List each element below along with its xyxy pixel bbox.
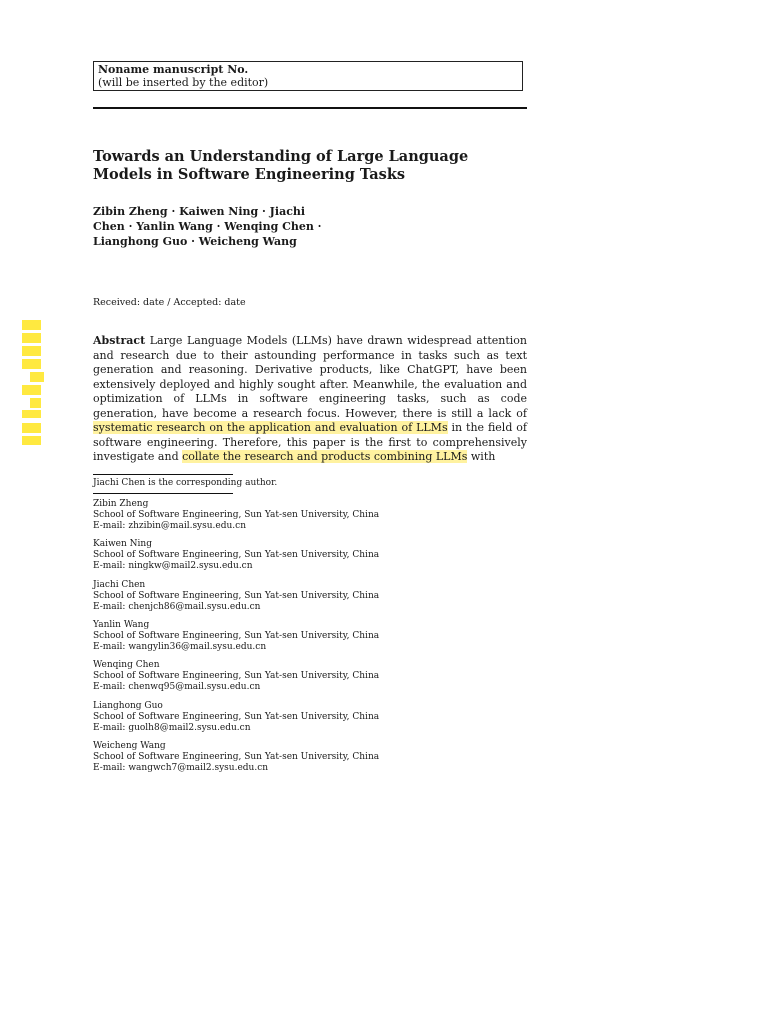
affiliation-name: Jiachi Chen [93, 580, 146, 590]
affiliation-name: Kaiwen Ning [93, 539, 152, 549]
affiliation-block [93, 741, 513, 774]
paper-title: Towards an Understanding of Large Language Models in Software Engineering Tasks [93, 148, 469, 183]
affiliation-email[interactable]: E-mail: zhzibin@mail.sysu.edu.cn [93, 521, 246, 531]
affiliation-email[interactable]: E-mail: chenjch86@mail.sysu.edu.cn [93, 602, 261, 612]
affiliation-school: School of Software Engineering, Sun Yat-sen University, China [93, 631, 380, 641]
affiliation-block [93, 660, 513, 693]
highlighted-text[interactable]: collate the research and products combining LLMs [182, 450, 468, 463]
author-line: Lianghong Guo · Weicheng Wang [93, 235, 297, 248]
affiliation-name: Yanlin Wang [93, 620, 150, 630]
abstract [93, 334, 527, 465]
affiliation-name: Weicheng Wang [93, 741, 166, 751]
affiliation-block [93, 499, 513, 532]
margin-mark[interactable] [30, 398, 41, 408]
affiliation-name: Wenqing Chen [93, 660, 160, 670]
affiliation-name: Zibin Zheng [93, 499, 149, 509]
editor-note: (will be inserted by the editor) [98, 76, 269, 89]
margin-mark[interactable] [22, 333, 41, 343]
abstract-text: with [467, 450, 496, 463]
affiliation-school: School of Software Engineering, Sun Yat-sen University, China [93, 752, 380, 762]
affiliation-email[interactable]: E-mail: chenwq95@mail.sysu.edu.cn [93, 682, 261, 692]
margin-mark[interactable] [30, 372, 44, 382]
margin-mark[interactable] [22, 423, 41, 433]
margin-mark[interactable] [22, 320, 41, 330]
affiliation-school: School of Software Engineering, Sun Yat-sen University, China [93, 510, 380, 520]
received-date: Received: date / Accepted: date [93, 297, 246, 308]
highlighted-text[interactable]: systematic research on the application and evaluation of LLMs [93, 421, 448, 434]
author-list [93, 204, 373, 249]
footnote-rule [93, 493, 233, 494]
margin-mark[interactable] [22, 346, 41, 356]
margin-mark[interactable] [22, 359, 41, 369]
author-line: Chen · Yanlin Wang · Wenqing Chen · [93, 220, 322, 233]
manuscript-label: Noname manuscript No. [98, 63, 249, 76]
affiliation-block [93, 580, 513, 613]
manuscript-number-box [93, 61, 523, 91]
affiliation-school: School of Software Engineering, Sun Yat-sen University, China [93, 712, 380, 722]
header-rule [93, 107, 527, 109]
author-line: Zibin Zheng · Kaiwen Ning · Jiachi [93, 205, 306, 218]
affiliation-block [93, 539, 513, 572]
affiliation-email[interactable]: E-mail: wangylin36@mail.sysu.edu.cn [93, 642, 267, 652]
margin-mark[interactable] [22, 385, 41, 395]
abstract-label: Abstract [93, 334, 146, 347]
affiliation-block [93, 620, 513, 653]
footnote-rule [93, 474, 233, 475]
affiliation-email[interactable]: E-mail: guolh8@mail2.sysu.edu.cn [93, 723, 251, 733]
margin-mark[interactable] [22, 410, 41, 418]
affiliation-school: School of Software Engineering, Sun Yat-sen University, China [93, 671, 380, 681]
corresponding-author-note: Jiachi Chen is the corresponding author. [93, 478, 278, 488]
abstract-text: in the field of software engineering. Therefore, this paper is the first to comprehensively investigate and [93, 421, 527, 463]
affiliation-block [93, 701, 513, 734]
affiliation-name: Lianghong Guo [93, 701, 163, 711]
abstract-text: Large Language Models (LLMs) have drawn widespread attention and research due to their astounding performance in tasks such as text generation and reasoning. Derivative products, like ChatGPT, have been extensively deployed and highly sought after. Meanwhile, the evaluation and optimization of LLMs in software engineering tasks, such as code generation, have become a research focus. However, there is still a lack of [93, 334, 527, 420]
affiliation-email[interactable]: E-mail: wangwch7@mail2.sysu.edu.cn [93, 763, 269, 773]
affiliation-school: School of Software Engineering, Sun Yat-sen University, China [93, 591, 380, 601]
margin-mark[interactable] [22, 436, 41, 445]
affiliation-email[interactable]: E-mail: ningkw@mail2.sysu.edu.cn [93, 561, 253, 571]
affiliation-school: School of Software Engineering, Sun Yat-sen University, China [93, 550, 380, 560]
